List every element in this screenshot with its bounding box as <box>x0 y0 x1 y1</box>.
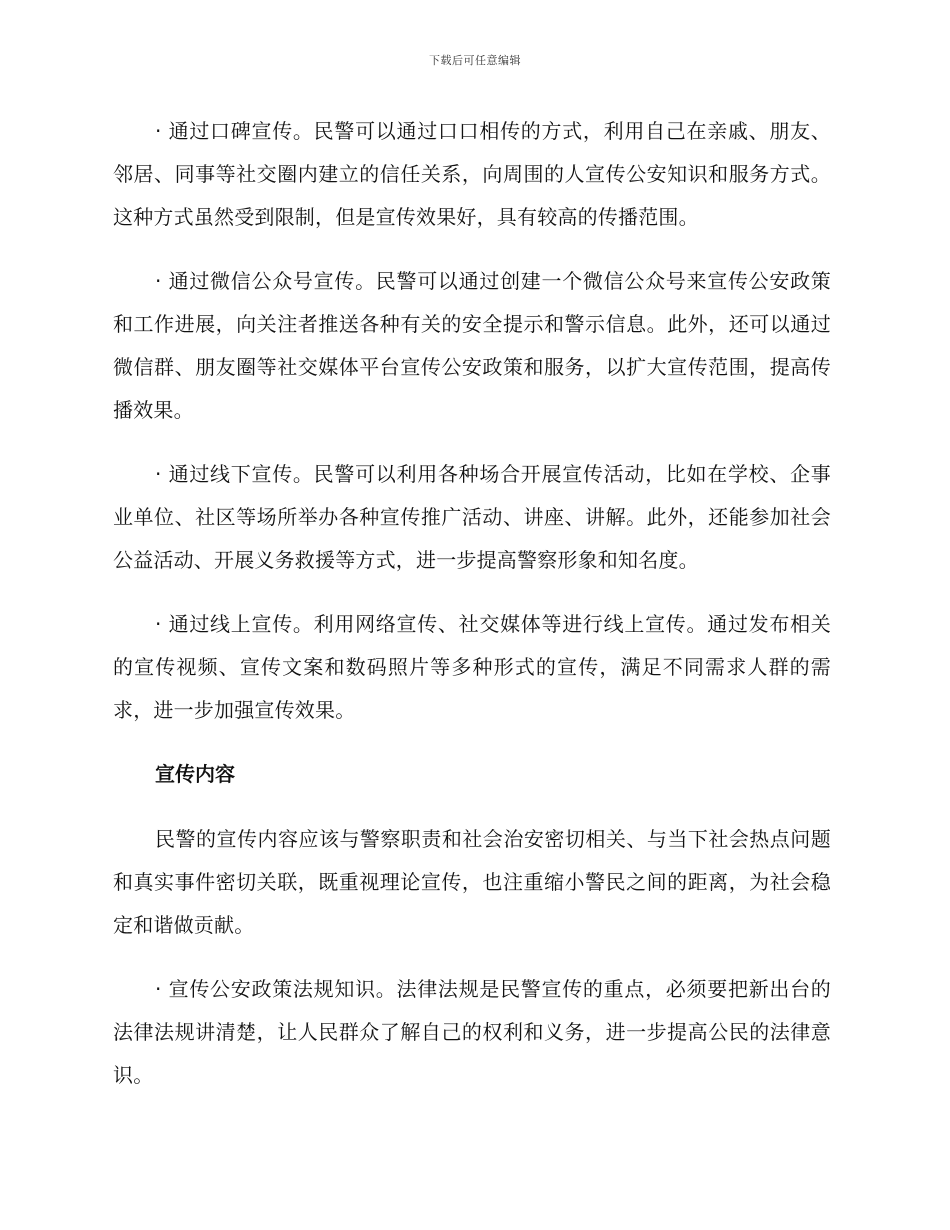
paragraph-content-intro: 民警的宣传内容应该与警察职责和社会治安密切相关、与当下社会热点问题和真实事件密切关联，既重视理论宣传，也注重缩小警民之间的距离，为社会稳定和谐做贡献。 <box>113 827 831 937</box>
paragraph-wechat: · 通过微信公众号宣传。民警可以通过创建一个微信公众号来宣传公安政策和工作进展，向关注者推送各种有关的安全提示和警示信息。此外，还可以通过微信群、朋友圈等社交媒体平台宣传公安政策和服务，以扩大宣传范围，提高传播效果。 <box>113 269 831 422</box>
paragraph-law-knowledge: · 宣传公安政策法规知识。法律法规是民警宣传的重点，必须要把新出台的法律法规讲清楚，让人民群众了解自己的权利和义务，进一步提高公民的法律意识。 <box>113 977 831 1087</box>
page-header: 下载后可任意编辑 <box>429 54 521 67</box>
section-heading: 宣传内容 <box>155 762 235 786</box>
paragraph-online: · 通过线上宣传。利用网络宣传、社交媒体等进行线上宣传。通过发布相关的宣传视频、宣传文案和数码照片等多种形式的宣传，满足不同需求人群的需求，进一步加强宣传效果。 <box>113 612 831 722</box>
paragraph-offline: · 通过线下宣传。民警可以利用各种场合开展宣传活动，比如在学校、企事业单位、社区等场所举办各种宣传推广活动、讲座、讲解。此外，还能参加社会公益活动、开展义务救援等方式，进一步提高警察形象和知名度。 <box>113 462 831 572</box>
document-body <box>113 110 831 1118</box>
paragraph-word-of-mouth: · 通过口碑宣传。民警可以通过口口相传的方式，利用自己在亲戚、朋友、邻居、同事等社交圈内建立的信任关系，向周围的人宣传公安知识和服务方式。这种方式虽然受到限制，但是宣传效果好，具有较高的传播范围。 <box>113 119 831 229</box>
